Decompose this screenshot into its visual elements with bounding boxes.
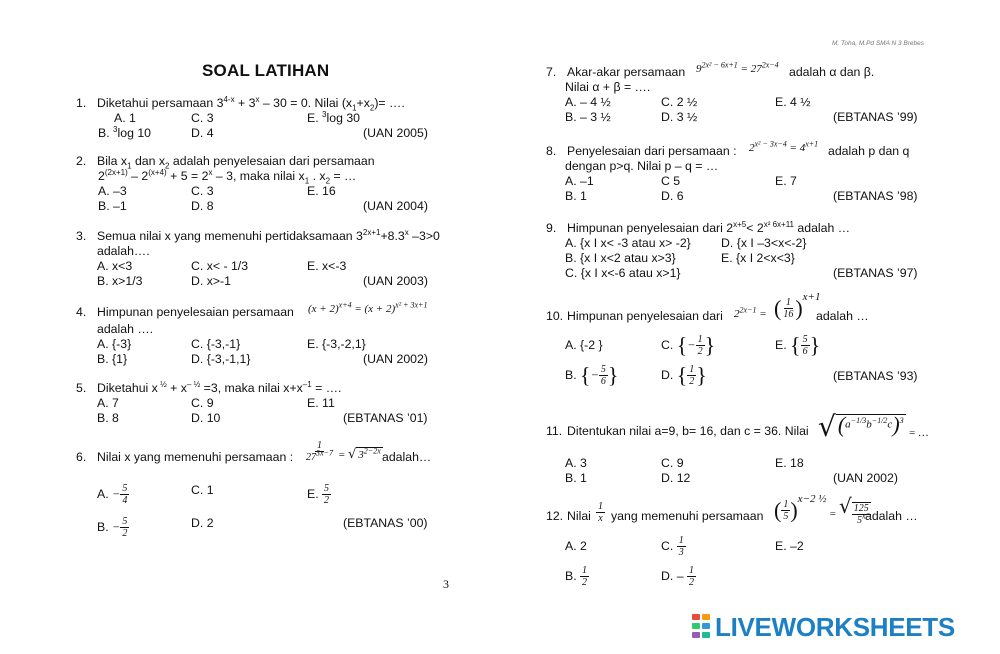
- question-number: 7.: [546, 65, 557, 79]
- source-label: (UAN 2002): [833, 471, 898, 485]
- question-text: Diketahui persamaan $3^{4-x} + 3^x - 30 = 0$. Nilai $(x_1+x_2)=$ ….: [97, 94, 405, 113]
- source-label: (UAN 2005): [363, 126, 428, 140]
- option-b[interactable]: B. $^3$log 10: [98, 124, 152, 140]
- logo-text: LIVEWORKSHEETS: [715, 611, 955, 642]
- question-text-line2: Nilai α + β = ….: [565, 80, 651, 94]
- equation: $2^{x^2 - 3x-4} = 4^{x+1}$: [749, 139, 819, 154]
- question-text-mid: yang memenuhi persamaan: [611, 509, 764, 523]
- option-c[interactable]: C. 1: [191, 483, 214, 497]
- question-text-tail: adalah p dan q: [828, 144, 910, 158]
- equation-rhs: √ $\frac{125}{5^x}$: [839, 494, 869, 526]
- equals-sign: =: [829, 508, 837, 520]
- option-a[interactable]: A. –3: [98, 184, 127, 198]
- equation-lhs: $2^{2x-1}$ =: [734, 305, 767, 320]
- option-d[interactable]: D. – $\frac{1}{2}$: [661, 565, 694, 588]
- option-e[interactable]: E. { $\frac{5}{6}$ }: [775, 332, 821, 358]
- question-text: Diketahui x $^{\frac{1}{2}} + x^{- \frac{1}{2}} =3$, maka nilai $x+x^{-1}$ = ….: [97, 379, 342, 395]
- option-c[interactable]: C. 3: [191, 184, 214, 198]
- option-e[interactable]: E. {x I 2<x<3}: [721, 251, 795, 265]
- option-d[interactable]: D. 12: [661, 471, 691, 485]
- question-3: [76, 227, 440, 289]
- source-label: (EBTANAS ’97): [833, 266, 918, 280]
- option-c[interactable]: C. {-3,-1}: [191, 337, 241, 351]
- option-a[interactable]: A. 2: [565, 539, 587, 553]
- logo-icon: [692, 614, 712, 640]
- option-d[interactable]: D. 6: [661, 189, 684, 203]
- question-10: [546, 291, 926, 394]
- option-b[interactable]: B. {x I x<2 atau x>3}: [565, 251, 676, 265]
- option-a[interactable]: A. {x I x< -3 atau x> -2}: [565, 236, 691, 250]
- equation-root: √ $3^{2-2x}$: [348, 446, 381, 462]
- question-number: 5.: [76, 381, 87, 395]
- option-a[interactable]: A. − $\frac{5}{4}$: [97, 483, 128, 506]
- option-d[interactable]: D. 10: [191, 411, 221, 425]
- equation: $9^{2x^2 - 6x+1} = 27^{2x-4}$: [696, 60, 779, 75]
- question-text: Nilai: [567, 509, 591, 523]
- option-d[interactable]: D. 3 ½: [661, 110, 698, 124]
- option-b[interactable]: B. − $\frac{5}{2}$: [97, 516, 128, 539]
- equation-lhs: ( $\frac{1}{5}$ )$^{x-2 \frac{1}{2}}$: [774, 493, 827, 523]
- option-c[interactable]: C. 3: [191, 111, 214, 125]
- equation: $√(a^{-1/3}b^{-1/2}c)^3$ = …: [818, 410, 929, 443]
- question-text-line2: adalah….: [97, 244, 150, 258]
- question-text: Nilai x yang memenuhi persamaan :: [97, 450, 294, 464]
- option-b[interactable]: B. x>1/3: [97, 274, 143, 288]
- source-label: (EBTANAS ’01): [343, 411, 428, 425]
- option-e[interactable]: E. $\frac{5}{2}$: [307, 483, 330, 506]
- fraction-1-over-x: $\frac{1}{x}$: [598, 501, 603, 524]
- question-number: 12.: [546, 509, 564, 523]
- option-b[interactable]: B. 1: [565, 189, 587, 203]
- option-e[interactable]: E. 16: [307, 184, 336, 198]
- option-c[interactable]: C. 2 ½: [661, 95, 698, 109]
- option-d[interactable]: D. {x I –3<x<-2}: [721, 236, 807, 250]
- question-5: [76, 381, 446, 426]
- option-e[interactable]: E. 18: [775, 456, 804, 470]
- option-a[interactable]: A. 3: [565, 456, 587, 470]
- option-b[interactable]: B. $\frac{1}{2}$: [565, 565, 588, 588]
- question-7: [546, 62, 926, 125]
- question-text-tail: adalah…: [382, 450, 432, 464]
- option-d[interactable]: D. {-3,-1,1}: [191, 352, 251, 366]
- option-a[interactable]: A. x<3: [97, 259, 133, 273]
- option-e[interactable]: E. 7: [775, 174, 797, 188]
- question-number: 4.: [76, 305, 87, 319]
- option-c[interactable]: C. x< - 1/3: [191, 259, 249, 273]
- option-b[interactable]: B. – 3 ½: [565, 110, 611, 124]
- option-b[interactable]: B. –1: [98, 199, 127, 213]
- option-a[interactable]: A. – 4 ½: [565, 95, 611, 109]
- question-6: [76, 440, 446, 542]
- option-e[interactable]: E. {-3,-2,1}: [307, 337, 366, 351]
- question-2: [76, 154, 436, 214]
- logo-block: [692, 614, 700, 620]
- question-8: [546, 141, 926, 204]
- question-text: Semua nilai x yang memenuhi pertidaksamaan $3^{2x+1}+8.3^x$ –3>0: [97, 227, 440, 243]
- equals-sign: =: [338, 449, 346, 461]
- question-text-line2: $2^{(2x+1)} - 2^{(x+4)} + 5 = 2^x - 3$, maka nilai $x_1$ . $x_2$ = …: [98, 167, 357, 186]
- header-note: M. Toha, M.Pd SMA N 3 Brebes: [832, 40, 924, 47]
- option-e[interactable]: E. 11: [307, 396, 335, 410]
- option-c[interactable]: C. {− $\frac{1}{2}$ }: [661, 332, 716, 358]
- question-text-line2: adalah ….: [97, 322, 154, 336]
- option-a[interactable]: A. 1: [114, 111, 136, 125]
- question-text: Himpunan penyelesaian dari: [567, 309, 723, 323]
- source-label: (EBTANAS ’99): [833, 110, 918, 124]
- logo-block: [702, 623, 710, 629]
- option-d[interactable]: D. x>-1: [191, 274, 231, 288]
- question-number: 10.: [546, 309, 564, 323]
- option-e[interactable]: E. $^3$log 30: [307, 109, 361, 125]
- source-label: (UAN 2003): [363, 274, 428, 288]
- option-e[interactable]: E. –2: [775, 539, 804, 553]
- option-d[interactable]: D. 4: [191, 126, 214, 140]
- equation: $(x + 2)^{x+4} = (x + 2)^{x^2 + 3x+1}$: [308, 300, 428, 315]
- option-c[interactable]: C. {x I x<-6 atau x>1}: [565, 266, 681, 280]
- page-title: SOAL LATIHAN: [202, 61, 330, 80]
- option-d[interactable]: D. { $\frac{1}{2}$ }: [661, 362, 707, 388]
- page-number: 3: [443, 577, 449, 591]
- logo-block: [692, 623, 700, 629]
- question-text-tail: adalah α dan β.: [789, 65, 875, 79]
- source-label: (UAN 2002): [363, 352, 428, 366]
- equation-fraction: $\frac{1}{27^{3x-7}}$: [306, 440, 333, 463]
- question-number: 9.: [546, 221, 557, 235]
- equation-rhs: ( $\frac{1}{16}$ )$^{x+1}$: [774, 291, 821, 321]
- option-d[interactable]: D. 8: [191, 199, 214, 213]
- option-b[interactable]: B. {1}: [97, 352, 128, 366]
- option-b[interactable]: B. 1: [565, 471, 587, 485]
- option-b[interactable]: B. 8: [97, 411, 119, 425]
- option-c[interactable]: C. $\frac{1}{3}$: [661, 535, 684, 558]
- question-number: 8.: [546, 144, 557, 158]
- question-text-line2: dengan p>q. Nilai p – q = …: [565, 159, 719, 173]
- question-11: [546, 412, 946, 486]
- option-e[interactable]: E. 4 ½: [775, 95, 811, 109]
- question-text: Ditentukan nilai a=9, b= 16, dan c = 36. Nilai: [567, 424, 809, 438]
- liveworksheets-logo[interactable]: [692, 612, 955, 642]
- option-c[interactable]: C 5: [661, 174, 681, 188]
- question-text: Penyelesaian dari persamaan :: [567, 144, 737, 158]
- question-12: [546, 493, 946, 589]
- source-label: (EBTANAS ’93): [833, 369, 918, 383]
- option-a[interactable]: A. –1: [565, 174, 594, 188]
- question-4: [76, 300, 446, 367]
- question-text-tail: adalah …: [816, 309, 869, 323]
- source-label: (UAN 2004): [363, 199, 428, 213]
- logo-block: [702, 632, 710, 638]
- source-label: (EBTANAS ’98): [833, 189, 918, 203]
- question-number: 3.: [76, 229, 87, 243]
- option-c[interactable]: C. 9: [661, 456, 684, 470]
- option-a[interactable]: A. {-3}: [97, 337, 132, 351]
- question-number: 2.: [76, 154, 87, 168]
- logo-block: [702, 614, 710, 620]
- question-number: 1.: [76, 96, 87, 110]
- question-9: [546, 221, 926, 281]
- option-b[interactable]: B. {− $\frac{5}{6}$ }: [565, 362, 619, 388]
- question-1: [76, 96, 436, 141]
- question-number: 11.: [546, 424, 563, 438]
- option-a[interactable]: A. {-2 }: [565, 338, 603, 352]
- question-text: Himpunan penyelesaian persamaan: [97, 305, 294, 319]
- logo-block: [692, 632, 700, 638]
- question-text: Bila $x_1$ dan $x_2$ adalah penyelesaian dari persamaan: [97, 154, 375, 171]
- question-text: Himpunan penyelesaian dari $2^{x+5}< 2^{x^2 6x+11}$ adalah …: [567, 219, 851, 235]
- option-d[interactable]: D. 2: [191, 516, 214, 530]
- option-e[interactable]: E. x<-3: [307, 259, 347, 273]
- source-label: (EBTANAS ’00): [343, 516, 428, 530]
- question-text: Akar-akar persamaan: [567, 65, 686, 79]
- question-text-tail: adalah …: [865, 509, 918, 523]
- option-c[interactable]: C. 9: [191, 396, 214, 410]
- option-a[interactable]: A. 7: [97, 396, 119, 410]
- question-number: 6.: [76, 450, 87, 464]
